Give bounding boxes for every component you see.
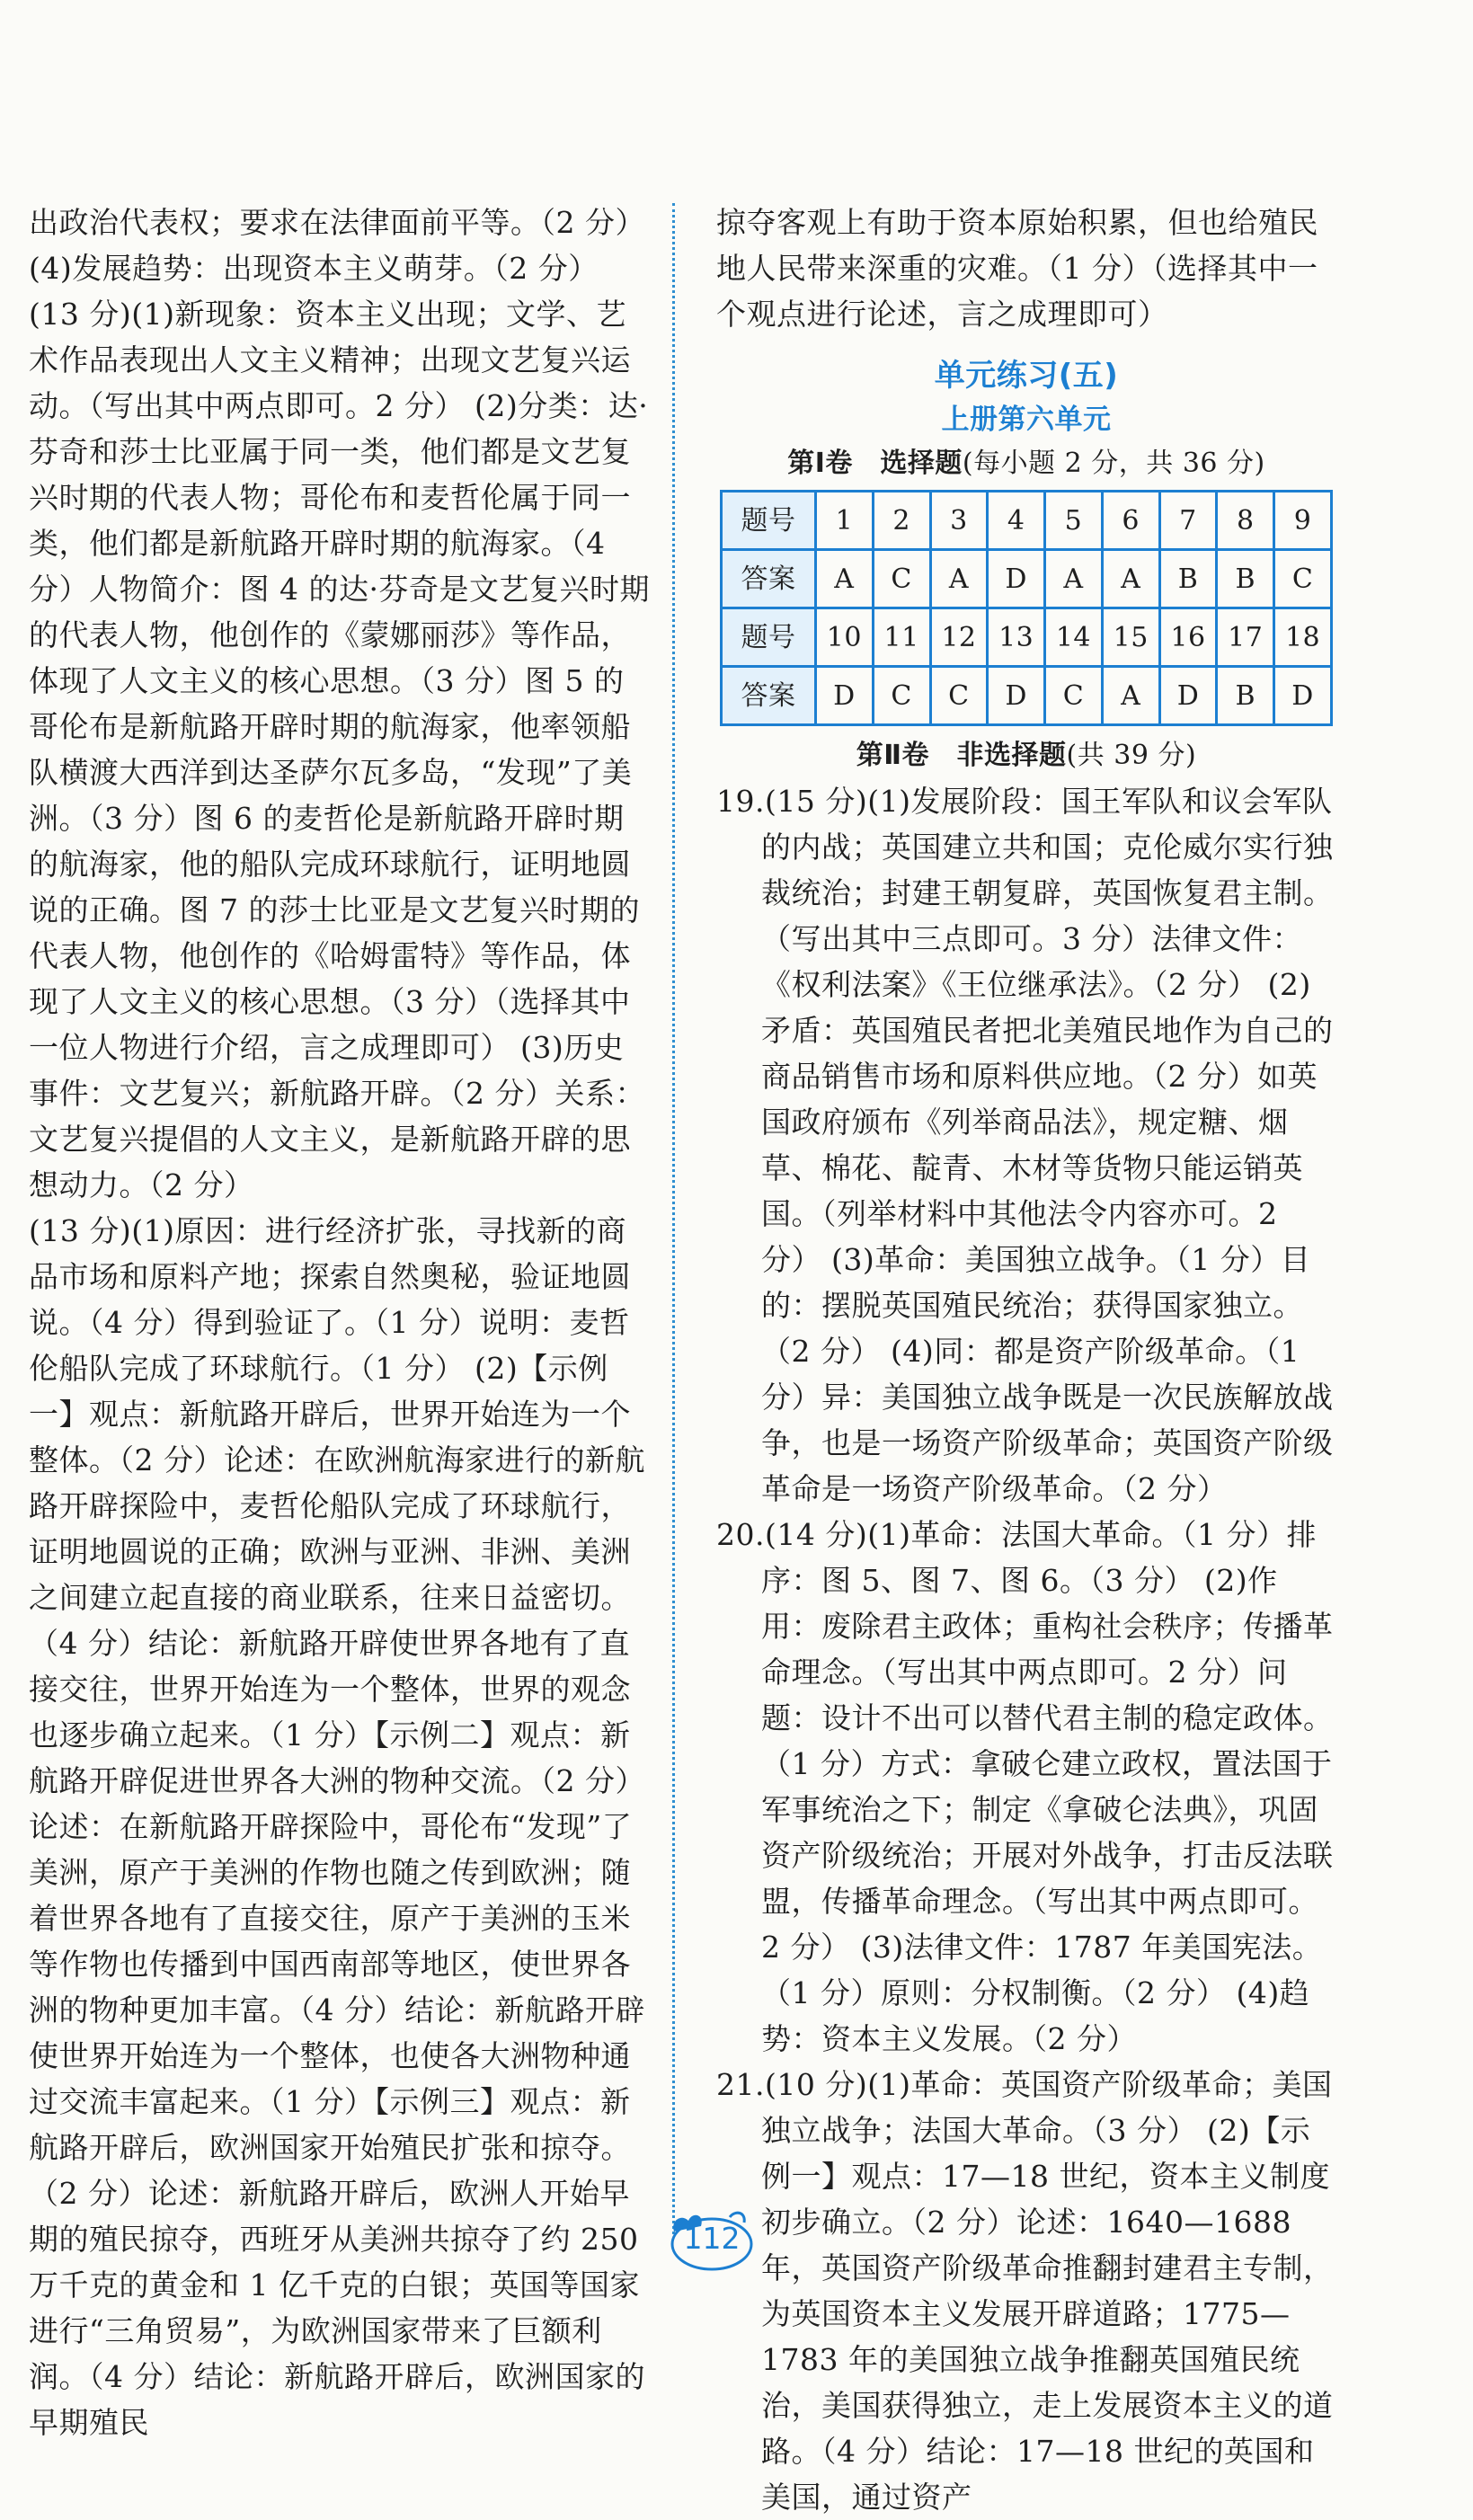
- answer-cell: D: [988, 550, 1045, 608]
- question-number-cell: 6: [1102, 492, 1159, 550]
- answer-cell: C: [1274, 550, 1332, 608]
- row-label-answer: 答案: [722, 550, 816, 608]
- row-label-question: 题号: [722, 492, 816, 550]
- question-number-cell: 8: [1217, 492, 1274, 550]
- answer-cell: D: [816, 667, 874, 725]
- right-intro-paragraph: 掠夺客观上有助于资本原始积累，但也给殖民地人民带来深重的灾难。（1 分）（选择其中一个观点进行论述，言之成理即可）: [716, 205, 1318, 332]
- section-1-heading: [716, 441, 1336, 486]
- table-row-answers-1: [722, 550, 1332, 608]
- table-row-answers-2: [722, 667, 1332, 725]
- row-label-answer: 答案: [722, 667, 816, 725]
- answer-cell: A: [1045, 550, 1103, 608]
- question-number-cell: 15: [1102, 608, 1159, 667]
- left-paragraph-2: (4)发展趋势：出现资本主义萌芽。（2 分）: [29, 251, 599, 286]
- answer-cell: C: [873, 550, 930, 608]
- question-number-cell: 11: [873, 608, 930, 667]
- question-number-cell: 13: [988, 608, 1045, 667]
- answer-cell: C: [1045, 667, 1103, 725]
- answer-cell: C: [873, 667, 930, 725]
- question-number-cell: 3: [930, 492, 988, 550]
- unit-subtitle: 上册第六单元: [941, 404, 1112, 436]
- section-2-note: (共 39 分): [1066, 740, 1197, 771]
- answer-cell: C: [930, 667, 988, 725]
- answer-21: 21.(10 分)(1)革命：英国资产阶级革命；美国独立战争；法国大革命。（3 分） (2)【示例一】观点：17—18 世纪，资本主义制度初步确立。（2 分）论述：1640—1688 年，英国资产阶级革命推翻封建君主专制，为英国资本主义发展开辟道路；1775—1783 年的美国独立战争推翻英国殖民统治，美国获得独立，走上发展资本主义的道路。（4 分）结论：17—18 世纪的英国和美国，通过资产: [716, 2067, 1334, 2515]
- table-row-numbers-1: [722, 492, 1332, 550]
- answer-cell: A: [930, 550, 988, 608]
- question-number-cell: 18: [1274, 608, 1332, 667]
- question-number-cell: 1: [816, 492, 874, 550]
- answer-cell: B: [1217, 667, 1274, 725]
- question-number-cell: 4: [988, 492, 1045, 550]
- left-paragraph-3: (13 分)(1)新现象：资本主义出现；文学、艺术作品表现出人文主义精神；出现文艺复兴运动。（写出其中两点即可。2 分） (2)分类：达·芬奇和莎士比亚属于同一类，他们都是文艺复兴时期的代表人物；哥伦布和麦哲伦属于同一类，他们都是新航路开辟时期的航海家。（4 分）人物简介：图 4 的达·芬奇是文艺复兴时期的代表人物，他创作的《蒙娜丽莎》等作品，体现了人文主义的核心思想。（3 分）图 5 的哥伦布是新航路开辟时期的航海家，他率领船队横渡大西洋到达圣萨尔瓦多岛，“发现”了美洲。（3 分）图 6 的麦哲伦是新航路开辟时期的航海家，他的船队完成环球航行，证明地圆说的正确。图 7 的莎士比亚是文艺复兴时期的代表人物，他创作的《哈姆雷特》等作品，体现了人文主义的核心思想。（3 分）（选择其中一位人物进行介绍，言之成理即可） (3)历史事件：文艺复兴；新航路开辟。（2 分）关系：文艺复兴提倡的人文主义，是新航路开辟的思想动力。（2 分）: [29, 297, 650, 1202]
- answer-cell: B: [1159, 550, 1217, 608]
- answer-table: [720, 490, 1333, 726]
- table-row-numbers-2: [722, 608, 1332, 667]
- answer-cell: A: [816, 550, 874, 608]
- page-number: 112: [683, 2221, 741, 2256]
- question-number-cell: 7: [1159, 492, 1217, 550]
- question-number-cell: 9: [1274, 492, 1332, 550]
- section-2-label: 第Ⅱ卷 非选择题: [856, 740, 1067, 771]
- question-number-cell: 17: [1217, 608, 1274, 667]
- question-number-cell: 5: [1045, 492, 1103, 550]
- right-column: [716, 200, 1336, 2520]
- question-number-cell: 2: [873, 492, 930, 550]
- question-number-cell: 10: [816, 608, 874, 667]
- left-column: [29, 200, 653, 2445]
- section-2-heading: [716, 733, 1336, 778]
- answer-cell: A: [1102, 667, 1159, 725]
- answer-cell: A: [1102, 550, 1159, 608]
- left-paragraph-1: 出政治代表权；要求在法律面前平等。（2 分）: [29, 205, 645, 240]
- question-number-cell: 12: [930, 608, 988, 667]
- answer-20: 20.(14 分)(1)革命：法国大革命。（1 分）排序：图 5、图 7、图 6。（3 分） (2)作用：废除君主政体；重构社会秩序；传播革命理念。（写出其中两点即可。2 分）问题：设计不出可以替代君主制的稳定政体。（1 分）方式：拿破仑建立政权，置法国于军事统治之下；制定《拿破仑法典》，巩固资产阶级统治；开展对外战争，打击反法联盟，传播革命理念。（写出其中两点即可。2 分） (3)法律文件：1787 年美国宪法。（1 分）原则：分权制衡。（2 分） (4)趋势：资本主义发展。（2 分）: [716, 1517, 1334, 2056]
- answer-19: 19.(15 分)(1)发展阶段：国王军队和议会军队的内战；英国建立共和国；克伦威尔实行独裁统治；封建王朝复辟，英国恢复君主制。（写出其中三点即可。3 分）法律文件：《权利法案》《王位继承法》。（2 分） (2)矛盾：英国殖民者把北美殖民地作为自己的商品销售市场和原料供应地。（2 分）如英国政府颁布《列举商品法》，规定糖、烟草、棉花、靛青、木材等货物只能运销英国。（列举材料中其他法令内容亦可。2 分） (3)革命：美国独立战争。（1 分）目的：摆脱英国殖民统治；获得国家独立。（2 分） (4)同：都是资产阶级革命。（1 分）异：美国独立战争既是一次民族解放战争，也是一场资产阶级革命；英国资产阶级革命是一场资产阶级革命。（2 分）: [716, 784, 1334, 1506]
- column-divider: [672, 203, 675, 2234]
- section-1-note: (每小题 2 分，共 36 分): [962, 448, 1265, 479]
- unit-title: 单元练习(五): [934, 358, 1119, 394]
- section-1-label: 第Ⅰ卷 选择题: [787, 448, 963, 479]
- answer-cell: D: [1159, 667, 1217, 725]
- row-label-question: 题号: [722, 608, 816, 667]
- question-number-cell: 14: [1045, 608, 1103, 667]
- question-number-cell: 16: [1159, 608, 1217, 667]
- left-paragraph-4: (13 分)(1)原因：进行经济扩张，寻找新的商品市场和原料产地；探索自然奥秘，验证地圆说。（4 分）得到验证了。（1 分）说明：麦哲伦船队完成了环球航行。（1 分） (2)【示例一】观点：新航路开辟后，世界开始连为一个整体。（2 分）论述：在欧洲航海家进行的新航路开辟探险中，麦哲伦船队完成了环球航行，证明地圆说的正确；欧洲与亚洲、非洲、美洲之间建立起直接的商业联系，往来日益密切。（4 分）结论：新航路开辟使世界各地有了直接交往，世界开始连为一个整体，世界的观念也逐步确立起来。（1 分）【示例二】观点：新航路开辟促进世界各大洲的物种交流。（2 分）论述：在新航路开辟探险中，哥伦布“发现”了美洲，原产于美洲的作物也随之传到欧洲；随着世界各地有了直接交往，原产于美洲的玉米等作物也传播到中国西南部等地区，使世界各洲的物种更加丰富。（4 分）结论：新航路开辟使世界开始连为一个整体，也使各大洲物种通过交流丰富起来。（1 分）【示例三】观点：新航路开辟后，欧洲国家开始殖民扩张和掠夺。（2 分）论述：新航路开辟后，欧洲人开始早期的殖民掠夺，西班牙从美洲共掠夺了约 250 万千克的黄金和 1 亿千克的白银；英国等国家进行“三角贸易”，为欧洲国家带来了巨额利润。（4 分）结论：新航路开辟后，欧洲国家的早期殖民: [29, 1213, 645, 2440]
- answer-cell: D: [1274, 667, 1332, 725]
- page-number-badge: [667, 2205, 757, 2276]
- answer-cell: D: [988, 667, 1045, 725]
- answer-cell: B: [1217, 550, 1274, 608]
